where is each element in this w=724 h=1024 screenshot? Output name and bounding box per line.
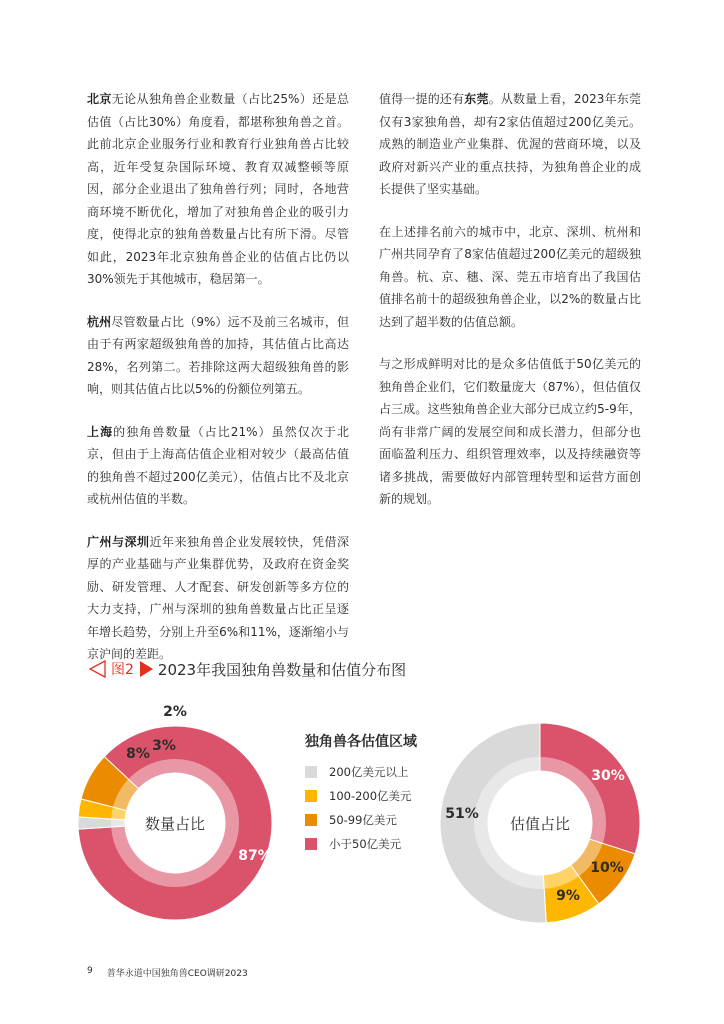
page-footer	[87, 966, 248, 979]
paragraph-beijing-body: 无论从独角兽企业数量（占比25%）还是总估值（占比30%）角度看，都堪称独角兽之首。此前北京企业服务行业和教育行业独角兽占比较高，近年受复杂国际环境、教育双减整顿等原因，部分企业退出了独角兽行列；同时，各地营商环境不断优化，增加了对独角兽企业的吸引力度，使得北京的独角兽数量占比有所下滑。尽管如此，2023年北京独角兽企业的估值占比仍以30%领先于其他城市，稳居第一。	[87, 92, 349, 286]
paragraph-top-six-body: 在上述排名前六的城市中，北京、深圳、杭州和广州共同孕育了8家估值超过200亿美元的超级独角兽。杭、京、穗、深、莞五市培育出了我国估值排名前十的超级独角兽企业，以2%的数量占比达到了超半数的估值总额。	[379, 224, 641, 329]
legend-swatch	[305, 766, 317, 778]
legend-item-above-200	[305, 760, 445, 784]
legend-label: 50-99亿美元	[329, 813, 397, 827]
paragraph-hangzhou-body: 尽管数量占比（9%）远不及前三名城市，但由于有两家超级独角兽的加持，其估值占比高达28%，名列第二。若排除这两大超级独角兽的影响，则其估值占比以5%的份额位列第五。	[87, 314, 349, 396]
chart-legend	[305, 731, 445, 856]
paragraph-contrast-body: 与之形成鲜明对比的是众多估值低于50亿美元的独角兽企业们，它们数量庞大（87%），但估值仅占三成。这些独角兽企业大部分已成立约5-9年，尚有非常广阔的发展空间和成长潜力，但部分也面临盈利压力、组织管理效率，以及持续融资等诸多挑战，需要做好内部管理转型和运营方面创新的规划。	[379, 357, 641, 506]
figure-label: 图2	[111, 662, 134, 678]
legend-label: 小于50亿美元	[329, 837, 402, 851]
legend-swatch	[305, 838, 317, 850]
triangle-right-filled-icon	[138, 659, 154, 679]
donut-chart-count	[70, 700, 290, 960]
paragraph-dongguan-lead: 东莞	[464, 92, 489, 106]
legend-title: 独角兽各估值区域	[305, 734, 417, 750]
donut-value-label-1: 3%	[152, 738, 176, 754]
donut-center-label: 数量占比	[144, 815, 206, 833]
donut-value-label-2: 10%	[590, 860, 624, 876]
triangle-left-outline-icon	[87, 659, 107, 679]
legend-label: 200亿美元以上	[329, 765, 409, 779]
donut-value-label-3: 30%	[591, 768, 625, 784]
paragraph-shanghai	[87, 421, 349, 511]
donut-value-label-0: 2%	[163, 704, 187, 720]
page-number: 9	[87, 966, 93, 976]
paragraph-hangzhou	[87, 311, 349, 401]
paragraph-beijing	[87, 88, 349, 291]
figure-title: 2023年我国独角兽数量和估值分布图	[157, 660, 407, 679]
legend-item-100-200	[305, 784, 445, 808]
legend-label: 100-200亿美元	[329, 789, 412, 803]
donut-chart-valuation	[420, 700, 660, 960]
legend-swatch	[305, 814, 317, 826]
donut-value-label-0: 51%	[445, 806, 479, 822]
paragraph-guangzhou-shenzhen-body: 近年来独角兽企业发展较快，凭借深厚的产业基础与产业集群优势，及政府在资金奖励、研发管理、人才配套、研发创新等多方位的大力支持，广州与深圳的独角兽数量占比正呈逐年增长趋势，分别上升至6%和11%，逐渐缩小与京沪间的差距。	[87, 534, 349, 661]
paragraph-shanghai-lead: 上海	[87, 424, 114, 439]
paragraph-guangzhou-shenzhen-lead: 广州与深圳	[87, 534, 150, 549]
paragraph-dongguan-body: 。从数量上看，2023年东莞仅有3家独角兽，却有2家估值超过200亿美元。成熟的制造业产业集群、优渥的营商环境，以及政府对新兴产业的重点扶持，为独角兽企业的成长提供了坚实基础。	[379, 92, 641, 196]
right-column	[379, 88, 641, 531]
donut-value-label-2: 8%	[126, 746, 150, 762]
paragraph-contrast	[379, 353, 641, 511]
paragraph-dongguan-pre: 值得一提的还有	[379, 92, 465, 106]
paragraph-guangzhou-shenzhen	[87, 531, 349, 666]
donut-value-label-1: 9%	[556, 888, 580, 904]
donut-center-label: 估值占比	[509, 815, 571, 833]
figure-header	[87, 658, 406, 680]
paragraph-shanghai-body: 的独角兽数量（占比21%）虽然仅次于北京，但由于上海高估值企业相对较少（最高估值的独角兽不超过200亿美元），估值占比不及北京或杭州估值的半数。	[87, 424, 349, 506]
legend-item-50-99	[305, 808, 445, 832]
paragraph-top-six	[379, 221, 641, 334]
left-column	[87, 88, 349, 686]
legend-item-below-50	[305, 832, 445, 856]
figure-tag	[87, 659, 154, 679]
legend-swatch	[305, 790, 317, 802]
footer-text: 普华永道中国独角兽CEO调研2023	[106, 969, 248, 979]
paragraph-dongguan	[379, 88, 641, 201]
paragraph-hangzhou-lead: 杭州	[87, 314, 112, 329]
donut-value-label-3: 87%	[238, 848, 272, 864]
paragraph-beijing-lead: 北京	[87, 92, 112, 106]
